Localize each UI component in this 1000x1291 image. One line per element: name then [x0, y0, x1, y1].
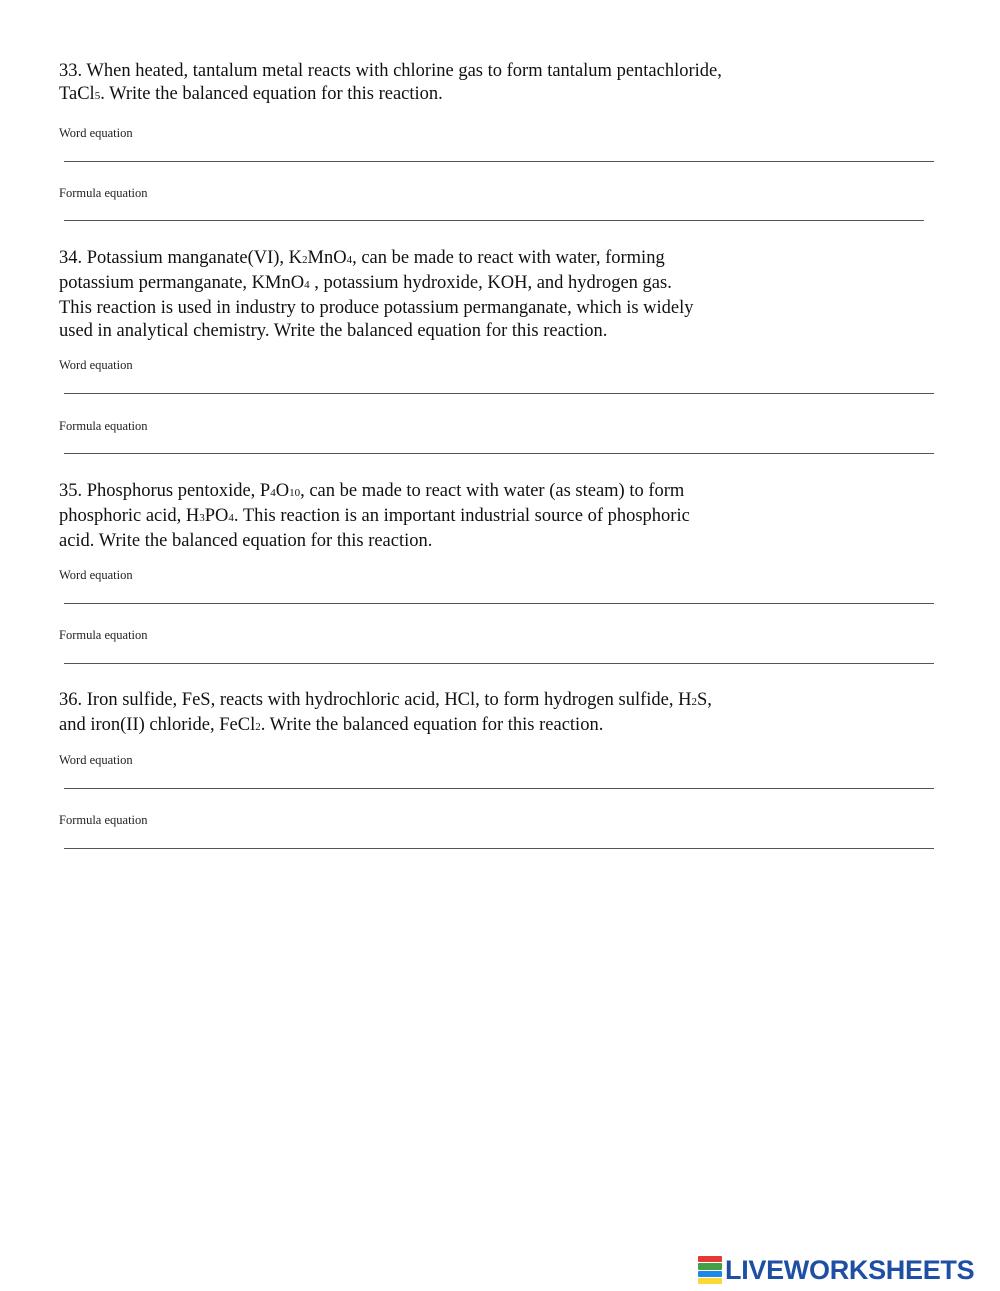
- logo-block: [698, 1263, 722, 1269]
- question-text-line: used in analytical chemistry. Write the balanced equation for this reaction.: [59, 321, 608, 341]
- question-35-text: [59, 480, 690, 553]
- subscript: 4: [304, 279, 310, 291]
- word-equation-answer-line[interactable]: [64, 788, 934, 789]
- question-text-line: This reaction is used in industry to produce potassium permanganate, which is widely: [59, 298, 694, 318]
- logo-block: [698, 1278, 722, 1284]
- subscript: 10: [289, 487, 301, 499]
- question-text-line: and iron(II) chloride, FeCl2. Write the balanced equation for this reaction.: [59, 715, 604, 735]
- question-text-line: 35. Phosphorus pentoxide, P4O10, can be made to react with water (as steam) to form: [59, 481, 685, 501]
- question-text-line: 36. Iron sulfide, FeS, reacts with hydrochloric acid, HCl, to form hydrogen sulfide, H2S,: [59, 690, 712, 710]
- word-equation-label: Word equation: [59, 358, 133, 372]
- subscript: 5: [94, 90, 101, 102]
- brand-wordmark: LIVEWORKSHEETS: [725, 1254, 975, 1285]
- subscript: 2: [691, 696, 697, 708]
- formula-equation-label: Formula equation: [59, 186, 148, 200]
- subscript: 4: [346, 254, 353, 266]
- question-33-text: [59, 60, 722, 108]
- question-text-line: TaCl5. Write the balanced equation for this reaction.: [59, 84, 443, 104]
- formula-equation-answer-line[interactable]: [64, 663, 934, 664]
- question-text-line: phosphoric acid, H3PO4. This reaction is an important industrial source of phosphoric: [59, 506, 690, 526]
- subscript: 2: [302, 254, 308, 266]
- word-equation-answer-line[interactable]: [64, 603, 934, 604]
- formula-equation-label: Formula equation: [59, 813, 148, 827]
- formula-equation-answer-line[interactable]: [64, 848, 934, 849]
- liveworksheets-blocks-icon: [698, 1256, 722, 1284]
- subscript: 4: [228, 512, 234, 524]
- subscript: 3: [199, 512, 205, 524]
- word-equation-label: Word equation: [59, 568, 133, 582]
- subscript: 2: [255, 721, 261, 733]
- liveworksheets-logo: [698, 1256, 974, 1284]
- subscript: 4: [270, 487, 276, 499]
- formula-equation-answer-line[interactable]: [64, 453, 934, 454]
- formula-equation-answer-line[interactable]: [64, 220, 924, 221]
- question-36-text: [59, 689, 712, 739]
- formula-equation-label: Formula equation: [59, 628, 148, 642]
- question-34-text: [59, 247, 694, 343]
- logo-block: [698, 1271, 722, 1277]
- question-text-line: potassium permanganate, KMnO4 , potassium hydroxide, KOH, and hydrogen gas.: [59, 273, 672, 293]
- word-equation-label: Word equation: [59, 753, 133, 767]
- formula-equation-label: Formula equation: [59, 419, 148, 433]
- word-equation-label: Word equation: [59, 126, 133, 140]
- question-text-line: 34. Potassium manganate(VI), K2MnO4, can be made to react with water, forming: [59, 248, 665, 268]
- logo-block: [698, 1256, 722, 1262]
- question-text-line: 33. When heated, tantalum metal reacts with chlorine gas to form tantalum pentachloride,: [59, 61, 722, 81]
- word-equation-answer-line[interactable]: [64, 161, 934, 162]
- question-text-line: acid. Write the balanced equation for this reaction.: [59, 531, 433, 551]
- word-equation-answer-line[interactable]: [64, 393, 934, 394]
